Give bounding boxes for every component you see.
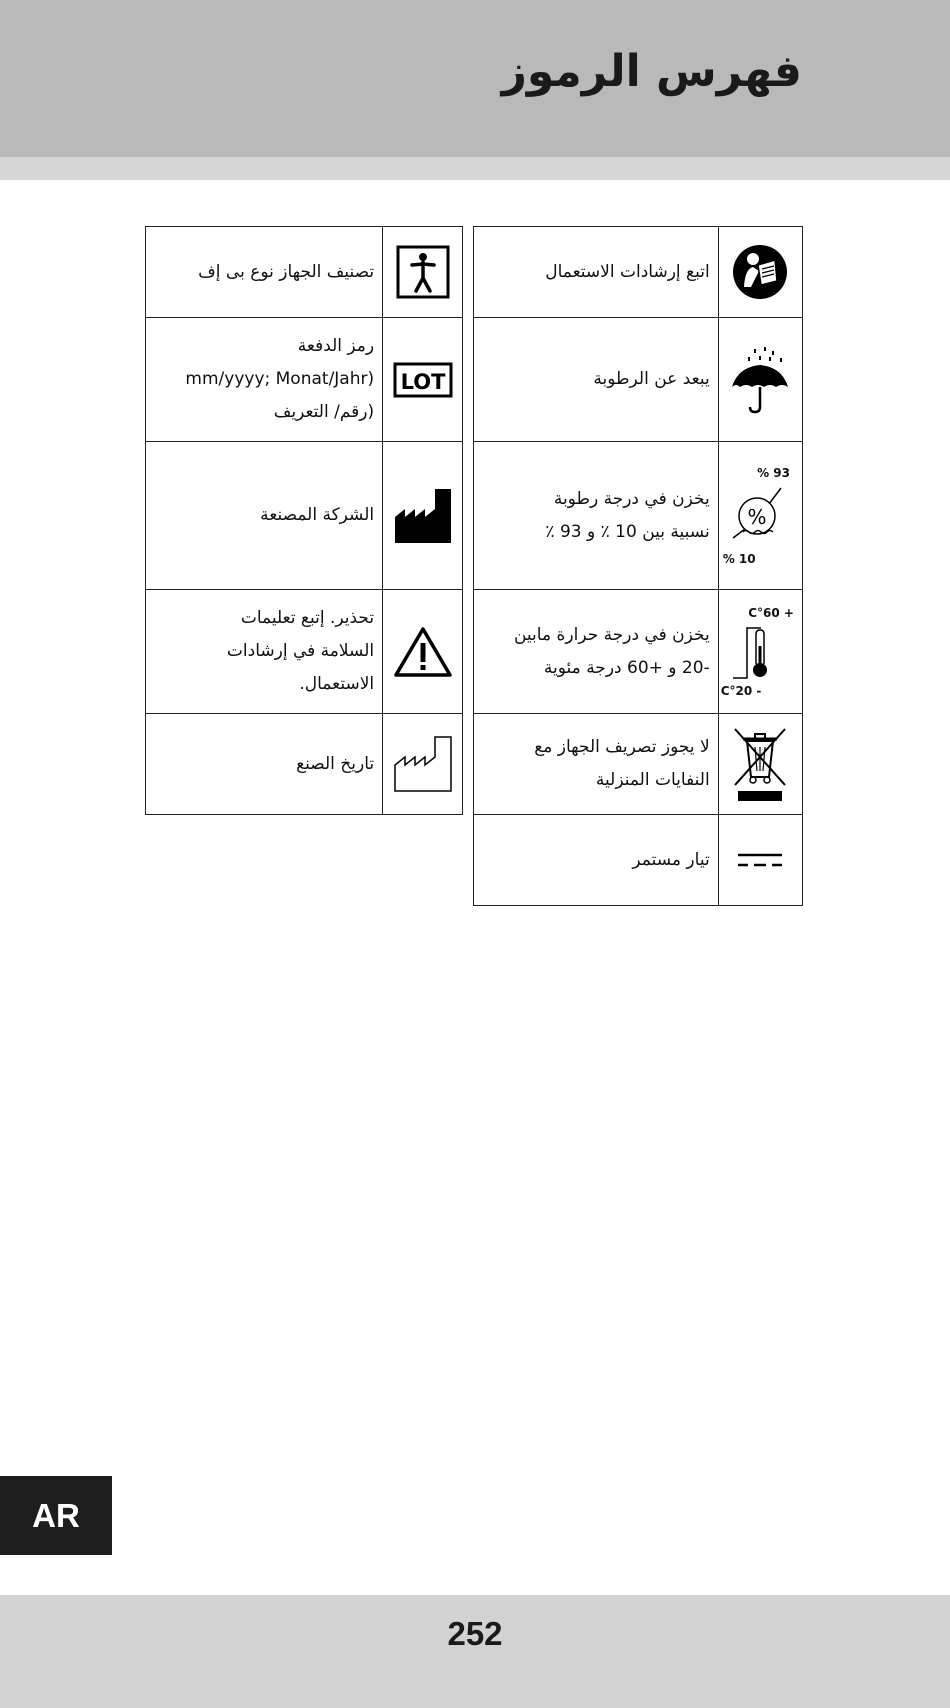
symbol-description	[146, 318, 383, 442]
symbol-description	[474, 815, 719, 906]
table-row	[146, 442, 463, 590]
lot-label: LOT	[400, 369, 445, 394]
header-bar	[0, 0, 950, 157]
symbols-table-left	[145, 226, 463, 815]
temperature-limit-icon	[718, 590, 802, 714]
humidity-lower-limit-label: % 10	[722, 551, 756, 566]
humidity-upper-limit-label: % 93	[757, 465, 790, 480]
symbol-description	[474, 318, 719, 442]
description-line: mm/yyyy; Monat/Jahr)	[185, 369, 375, 389]
description-line: -20 و +60 درجة مئوية	[543, 657, 710, 678]
description-line: رمز الدفعة	[297, 336, 375, 356]
description-line: (رقم/ التعريف	[273, 402, 375, 422]
read-instructions-icon	[718, 227, 802, 318]
symbol-description	[146, 590, 383, 714]
humidity-limit-icon	[718, 442, 802, 590]
table-row	[474, 714, 803, 815]
symbols-table-right	[473, 226, 803, 906]
table-row	[474, 815, 803, 906]
lot-icon	[383, 318, 463, 442]
description-line: تصنيف الجهاز نوع بى إف	[198, 261, 375, 282]
description-line: تيار مستمر	[632, 849, 710, 870]
table-row	[146, 590, 463, 714]
temperature-lower-limit-label: C°20 -	[720, 683, 762, 698]
description-line: يخزن في درجة رطوبة	[553, 488, 710, 509]
symbol-description	[146, 227, 383, 318]
table-row	[146, 227, 463, 318]
date-of-manufacture-icon	[383, 714, 463, 815]
weee-crossed-bin-icon	[718, 714, 802, 815]
description-line: الشركة المصنعة	[260, 505, 375, 525]
page-title: فهرس الرموز	[501, 46, 802, 97]
manufacturer-icon	[383, 442, 463, 590]
description-line: تاريخ الصنع	[296, 753, 375, 774]
symbol-description	[474, 714, 719, 815]
symbol-description	[146, 714, 383, 815]
description-line: النفايات المنزلية	[595, 770, 710, 790]
symbol-description	[474, 590, 719, 714]
description-line: اتبع إرشادات الاستعمال	[545, 261, 710, 282]
table-row	[146, 318, 463, 442]
direct-current-icon	[718, 815, 802, 906]
description-line: لا يجوز تصريف الجهاز مع	[534, 737, 710, 757]
description-line: يبعد عن الرطوبة	[593, 369, 710, 389]
symbol-description	[146, 442, 383, 590]
table-row	[474, 442, 803, 590]
symbol-description	[474, 227, 719, 318]
svg-text:%: %	[747, 504, 767, 529]
description-line: الاستعمال.	[299, 674, 375, 694]
symbol-description	[474, 442, 719, 590]
table-row	[474, 590, 803, 714]
table-row	[146, 714, 463, 815]
temperature-upper-limit-label: C°60 +	[748, 605, 794, 620]
table-row	[474, 227, 803, 318]
description-line: يخزن في درجة حرارة مابين	[513, 624, 710, 645]
header-strip	[0, 157, 950, 180]
description-line: نسبية بين 10 ٪ و 93 ٪	[545, 521, 710, 542]
type-bf-body-icon	[383, 227, 463, 318]
language-badge: AR	[0, 1476, 112, 1555]
keep-dry-umbrella-icon	[718, 318, 802, 442]
description-line: تحذير. إتبع تعليمات	[240, 608, 375, 628]
description-line: السلامة في إرشادات	[226, 641, 375, 661]
table-row	[474, 318, 803, 442]
warning-icon	[383, 590, 463, 714]
page-number: 252	[447, 1615, 503, 1652]
